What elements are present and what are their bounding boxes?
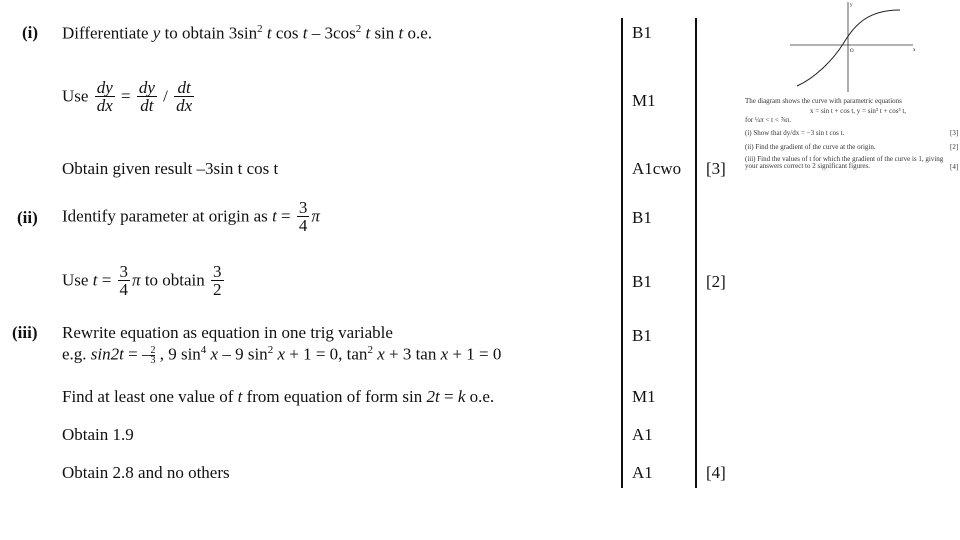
total-part-ii: [2] — [706, 272, 726, 291]
row-rewrite-example: e.g. sin2t = – $\frac{2}{3}$ , 9 $\sin^4 x - 9$ $\sin^2 x + 1 = 0$, $\tan^2 x + 3$ tan x + 1 = 0 — [62, 344, 502, 367]
row-given-result: Obtain given result –3sin t cos t — [62, 159, 279, 178]
row-chain-rule: Use $\frac{dy}{dx}$ = $\frac{dy}{dt}$ / $\frac{dt}{dx}$ — [62, 78, 193, 115]
thumb-q3: (iii) Find the values of t for which the gradient of the curve is 1, giving your answers correct to 2 significant figures. — [745, 155, 944, 170]
row-differentiate: Differentiate y to obtain $3\sin^2$ t cos t – $3\cos^2$ t sin t o.e. — [62, 23, 433, 43]
mark-b1: B1 — [632, 208, 652, 227]
axis-y-label: y — [850, 3, 853, 8]
thumb-q2-mark: [2] — [950, 143, 959, 151]
mark-m1: M1 — [632, 387, 656, 406]
mark-b1: B1 — [632, 326, 652, 345]
axis-x-label: x — [913, 48, 916, 53]
part-i-label: (i) — [22, 23, 39, 42]
thumb-q2: (ii) Find the gradient of the curve at the origin. — [745, 143, 876, 151]
mark-a1: A1 — [632, 425, 653, 444]
mark-b1: B1 — [632, 272, 652, 291]
column-divider-left — [621, 18, 623, 488]
thumb-intro: The diagram shows the curve with parametric equations — [745, 97, 902, 105]
parametric-curve — [797, 10, 900, 86]
column-divider-right — [695, 18, 697, 488]
row-find-value: Find at least one value of t from equation of form sin 2t = k o.e. — [62, 387, 495, 406]
mark-a1: A1 — [632, 463, 653, 482]
mark-a1cwo: A1cwo — [632, 159, 682, 178]
thumb-q3-mark: [4] — [950, 163, 959, 171]
row-use-t: Use t = $\frac{3}{4}$ π to obtain $\frac{3}{2}$ — [62, 262, 222, 299]
row-obtain-2-8: Obtain 2.8 and no others — [62, 463, 230, 482]
thumb-equations: x = sin t + cos t, y = sin³ t + cos³ t, — [810, 107, 907, 115]
mark-b1: B1 — [632, 23, 652, 42]
part-iii-label: (iii) — [12, 323, 38, 342]
thumb-q1: (i) Show that dy/dx = −3 sin t cos t. — [745, 129, 845, 137]
part-ii-label: (ii) — [17, 208, 38, 227]
row-identify-parameter: Identify parameter at origin as t = $\frac{3}{4}$ π — [62, 198, 320, 235]
total-part-iii: [4] — [706, 463, 726, 482]
row-obtain-1-9: Obtain 1.9 — [62, 425, 134, 444]
axis-origin-label: O — [850, 49, 854, 54]
row-rewrite-equation: Rewrite equation as equation in one trig variable — [62, 323, 393, 342]
thumb-range: for ¼π < t < ⅞π. — [745, 116, 792, 124]
thumb-q1-mark: [3] — [950, 129, 959, 137]
total-part-i: [3] — [706, 159, 726, 178]
curve-diagram — [785, 0, 920, 95]
mark-m1: M1 — [632, 91, 656, 110]
